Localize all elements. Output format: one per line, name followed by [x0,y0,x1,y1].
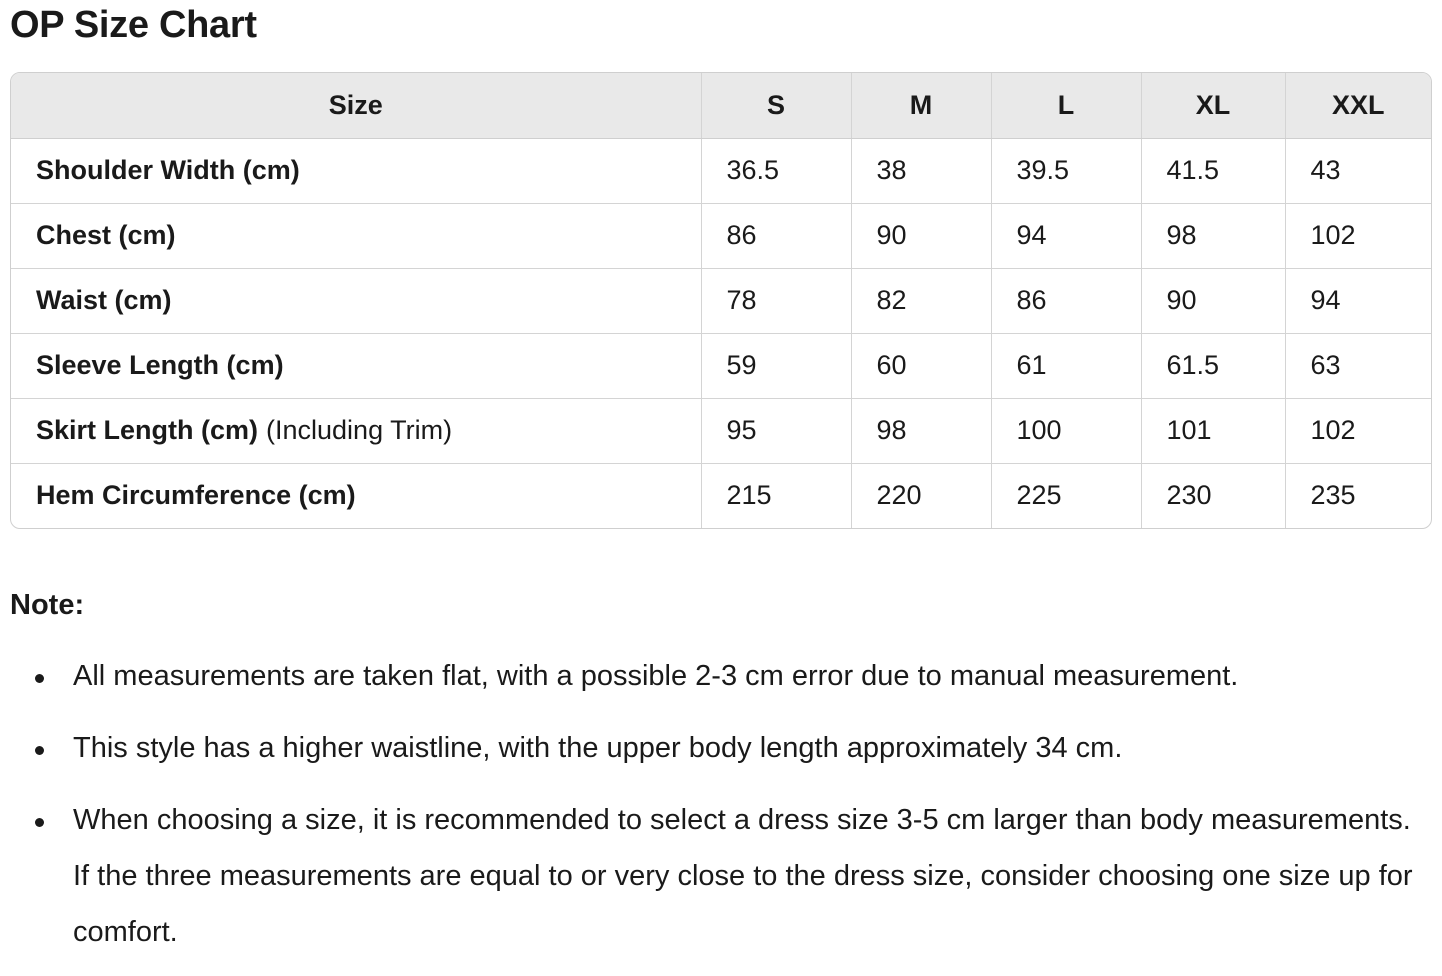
size-table [11,73,1431,528]
table-cell: 98 [851,398,991,463]
table-row [11,268,1431,333]
table-header-row [11,73,1431,138]
table-cell: 36.5 [701,138,851,203]
table-cell: 82 [851,268,991,333]
list-item: This style has a higher waistline, with the upper body length approximately 34 cm. [10,720,1420,776]
table-cell: 59 [701,333,851,398]
table-cell: 90 [1141,268,1285,333]
table-cell: 95 [701,398,851,463]
table-cell: 235 [1310,480,1356,511]
table-cell: 102 [1285,398,1431,463]
table-cell: 100 [991,398,1141,463]
table-cell: 101 [1141,398,1285,463]
list-item: All measurements are taken flat, with a possible 2-3 cm error due to manual measurement. [10,648,1420,704]
size-table-container [10,72,1432,529]
table-cell: 90 [851,203,991,268]
header-size-m: M [851,73,991,138]
table-cell: 38 [851,138,991,203]
header-size: Size [11,73,701,138]
table-cell: 220 [851,463,991,528]
row-label-text: Skirt Length (cm) [36,415,259,445]
table-cell: 78 [701,268,851,333]
row-label-text: Sleeve Length (cm) [36,350,284,380]
table-cell: 94 [991,203,1141,268]
row-label [11,398,701,463]
table-cell: 61 [991,333,1141,398]
table-cell: 94 [1285,268,1431,333]
table-cell: 225 [991,463,1141,528]
header-size-s: S [701,73,851,138]
row-label-text: Waist (cm) [36,285,172,315]
table-row [11,398,1431,463]
table-cell: 43 [1285,138,1431,203]
row-label [11,333,701,398]
row-label [11,463,701,528]
table-cell: 230 [1141,463,1285,528]
table-row [11,333,1431,398]
row-label [11,138,701,203]
table-cell: 215 [701,463,851,528]
table-cell: 102 [1285,203,1431,268]
note-list [10,648,1420,976]
table-cell: 63 [1285,333,1431,398]
header-size-l: L [991,73,1141,138]
table-row [11,203,1431,268]
row-label-note: (Including Trim) [266,415,453,445]
table-cell: 86 [991,268,1141,333]
table-row [11,138,1431,203]
row-label [11,268,701,333]
row-label-text: Hem Circumference (cm) [36,480,356,511]
table-row [11,463,1431,528]
table-cell: 86 [701,203,851,268]
page-title: OP Size Chart [10,4,257,46]
row-label-text: Shoulder Width (cm) [36,155,300,185]
table-cell: 41.5 [1141,138,1285,203]
table-cell: 60 [851,333,991,398]
table-cell: 98 [1141,203,1285,268]
row-label [11,203,701,268]
list-item: When choosing a size, it is recommended to select a dress size 3-5 cm larger than body measurements. If the three measurements are equal to or very close to the dress size, consider choosing one size up for comfort. [10,792,1420,960]
header-size-xxl: XXL [1285,73,1431,138]
table-cell: 39.5 [991,138,1141,203]
note-heading: Note: [10,589,85,621]
header-size-xl: XL [1141,73,1285,138]
row-label-text: Chest (cm) [36,220,176,250]
table-cell: 61.5 [1141,333,1285,398]
